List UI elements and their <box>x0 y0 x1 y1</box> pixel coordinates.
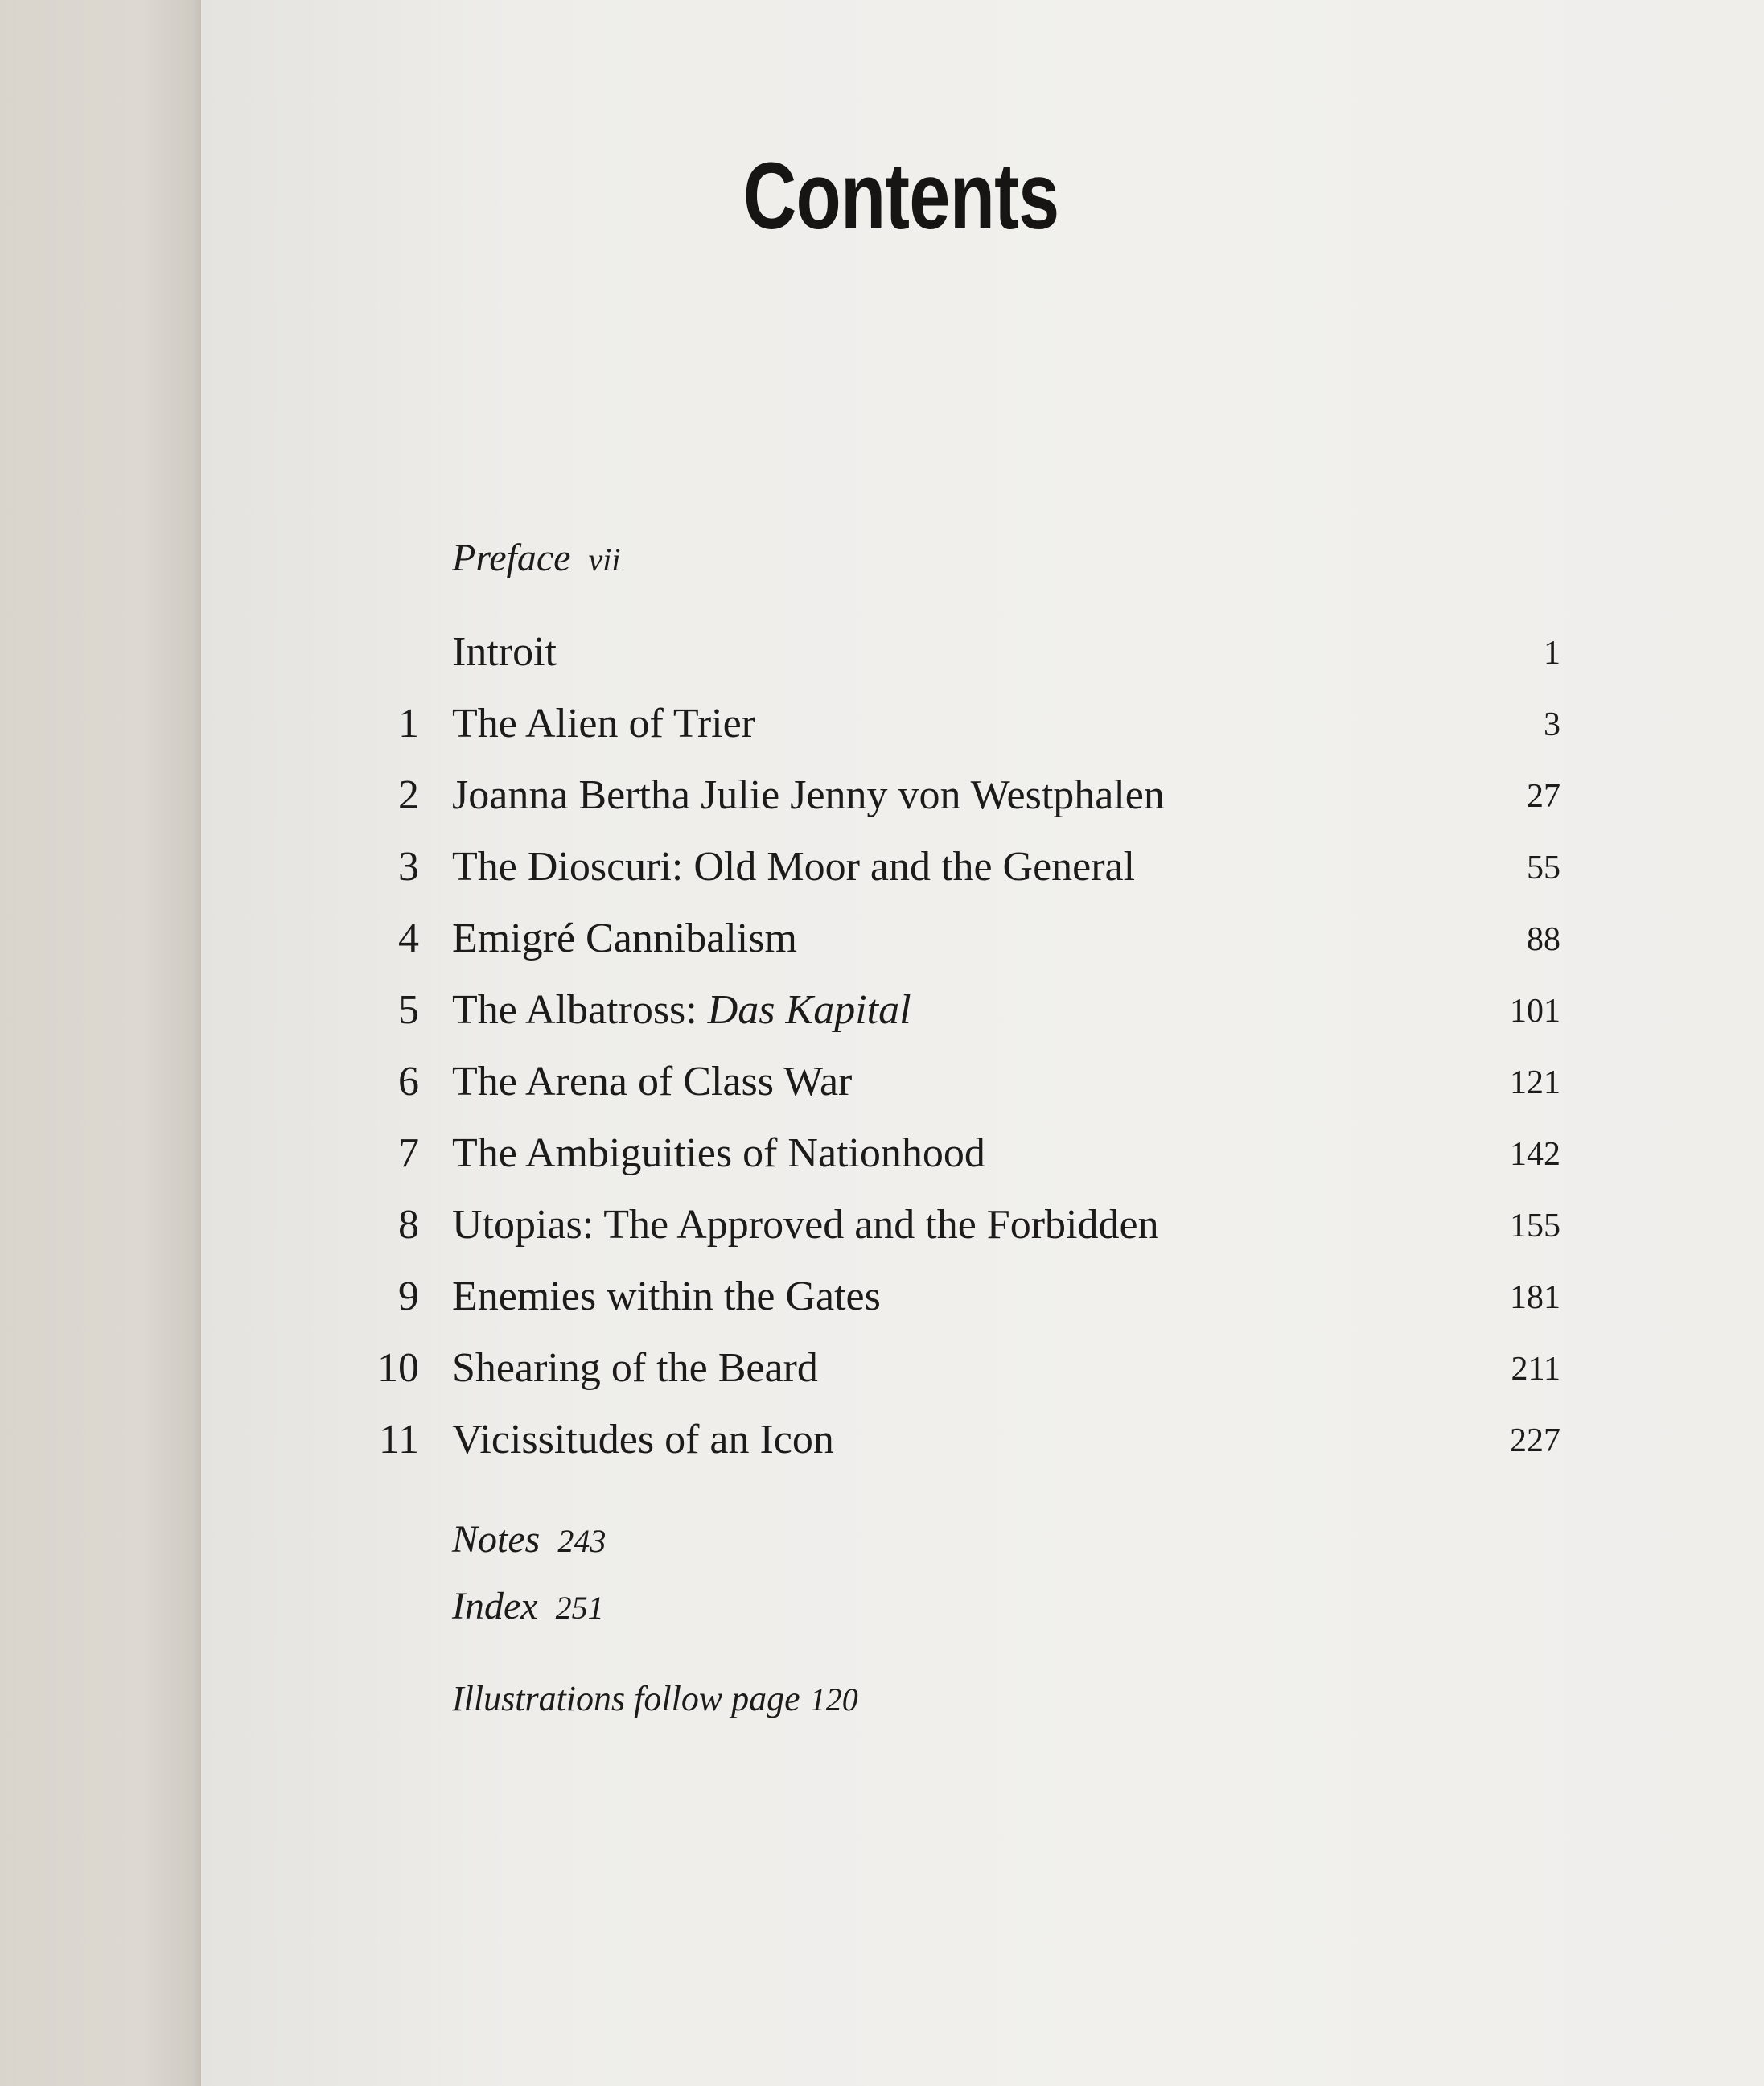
chapter-number: 10 <box>377 1345 419 1391</box>
chapter-page: 227 <box>1510 1422 1560 1459</box>
toc-entry-preface <box>452 539 620 578</box>
chapter-page: 3 <box>1544 706 1560 743</box>
toc-entry-page: 243 <box>557 1523 607 1559</box>
chapter-number: 2 <box>398 772 419 818</box>
chapter-page: 211 <box>1511 1351 1560 1388</box>
toc-entry-notes <box>452 1520 606 1559</box>
chapter-number: 6 <box>398 1059 419 1105</box>
chapter-title: Shearing of the Beard <box>452 1345 818 1391</box>
toc-chapter-row <box>0 1061 1764 1109</box>
chapter-number: 1 <box>398 701 419 747</box>
toc-entry-label: Notes <box>452 1518 541 1561</box>
illustrations-note <box>452 1681 858 1717</box>
chapter-page: 1 <box>1544 635 1560 672</box>
toc-chapter-row <box>0 1204 1764 1253</box>
chapter-page: 55 <box>1527 850 1560 887</box>
toc-chapter-row <box>0 1130 1764 1181</box>
toc-chapter-row <box>0 1273 1764 1324</box>
illustrations-note-page: 120 <box>809 1681 858 1718</box>
chapter-title: The Alien of Trier <box>452 701 755 747</box>
toc-chapter-row <box>0 629 1764 680</box>
toc-entry-page: vii <box>588 541 621 578</box>
chapter-page: 27 <box>1527 778 1560 815</box>
chapter-number: 4 <box>398 915 419 961</box>
chapter-number: 8 <box>398 1202 419 1248</box>
chapter-number: 5 <box>398 987 419 1033</box>
chapter-number: 9 <box>398 1273 419 1319</box>
toc-entry-index <box>452 1587 604 1626</box>
toc-chapter-row <box>0 772 1764 823</box>
chapter-page: 88 <box>1527 921 1560 958</box>
chapter-page: 181 <box>1510 1279 1560 1316</box>
chapter-number: 3 <box>398 844 419 890</box>
page-title: Contents <box>742 143 1059 249</box>
toc-chapter-row <box>0 1347 1764 1396</box>
toc-chapter-row <box>0 703 1764 751</box>
chapter-page: 155 <box>1510 1208 1560 1245</box>
chapter-page: 101 <box>1510 993 1560 1030</box>
chapter-number: 7 <box>398 1130 419 1176</box>
toc-entry-label: Preface <box>452 537 571 579</box>
chapter-title: Utopias: The Approved and the Forbidden <box>452 1202 1159 1248</box>
chapter-title: The Ambiguities of Nationhood <box>452 1130 985 1176</box>
toc-entry-label: Index <box>452 1585 538 1627</box>
chapter-title: Joanna Bertha Julie Jenny von Westphalen <box>452 772 1165 818</box>
chapter-title: Vicissitudes of an Icon <box>452 1417 834 1463</box>
chapter-title: The Dioscuri: Old Moor and the General <box>452 844 1136 890</box>
illustrations-note-label: Illustrations follow page <box>452 1679 800 1718</box>
chapter-title: Enemies within the Gates <box>452 1273 881 1319</box>
toc-entry-page: 251 <box>555 1590 604 1626</box>
chapter-number: 11 <box>378 1417 419 1463</box>
chapter-title: Emigré Cannibalism <box>452 915 797 961</box>
chapter-title: Introit <box>452 629 557 675</box>
chapter-title: The Arena of Class War <box>452 1059 853 1105</box>
chapter-page: 121 <box>1510 1064 1560 1101</box>
chapter-title: The Albatross: Das Kapital <box>452 987 911 1033</box>
toc-chapter-row <box>0 1419 1764 1467</box>
toc-chapter-row <box>0 846 1764 895</box>
toc-chapter-row <box>0 915 1764 966</box>
toc-chapter-row <box>0 987 1764 1038</box>
chapter-page: 142 <box>1510 1136 1560 1173</box>
